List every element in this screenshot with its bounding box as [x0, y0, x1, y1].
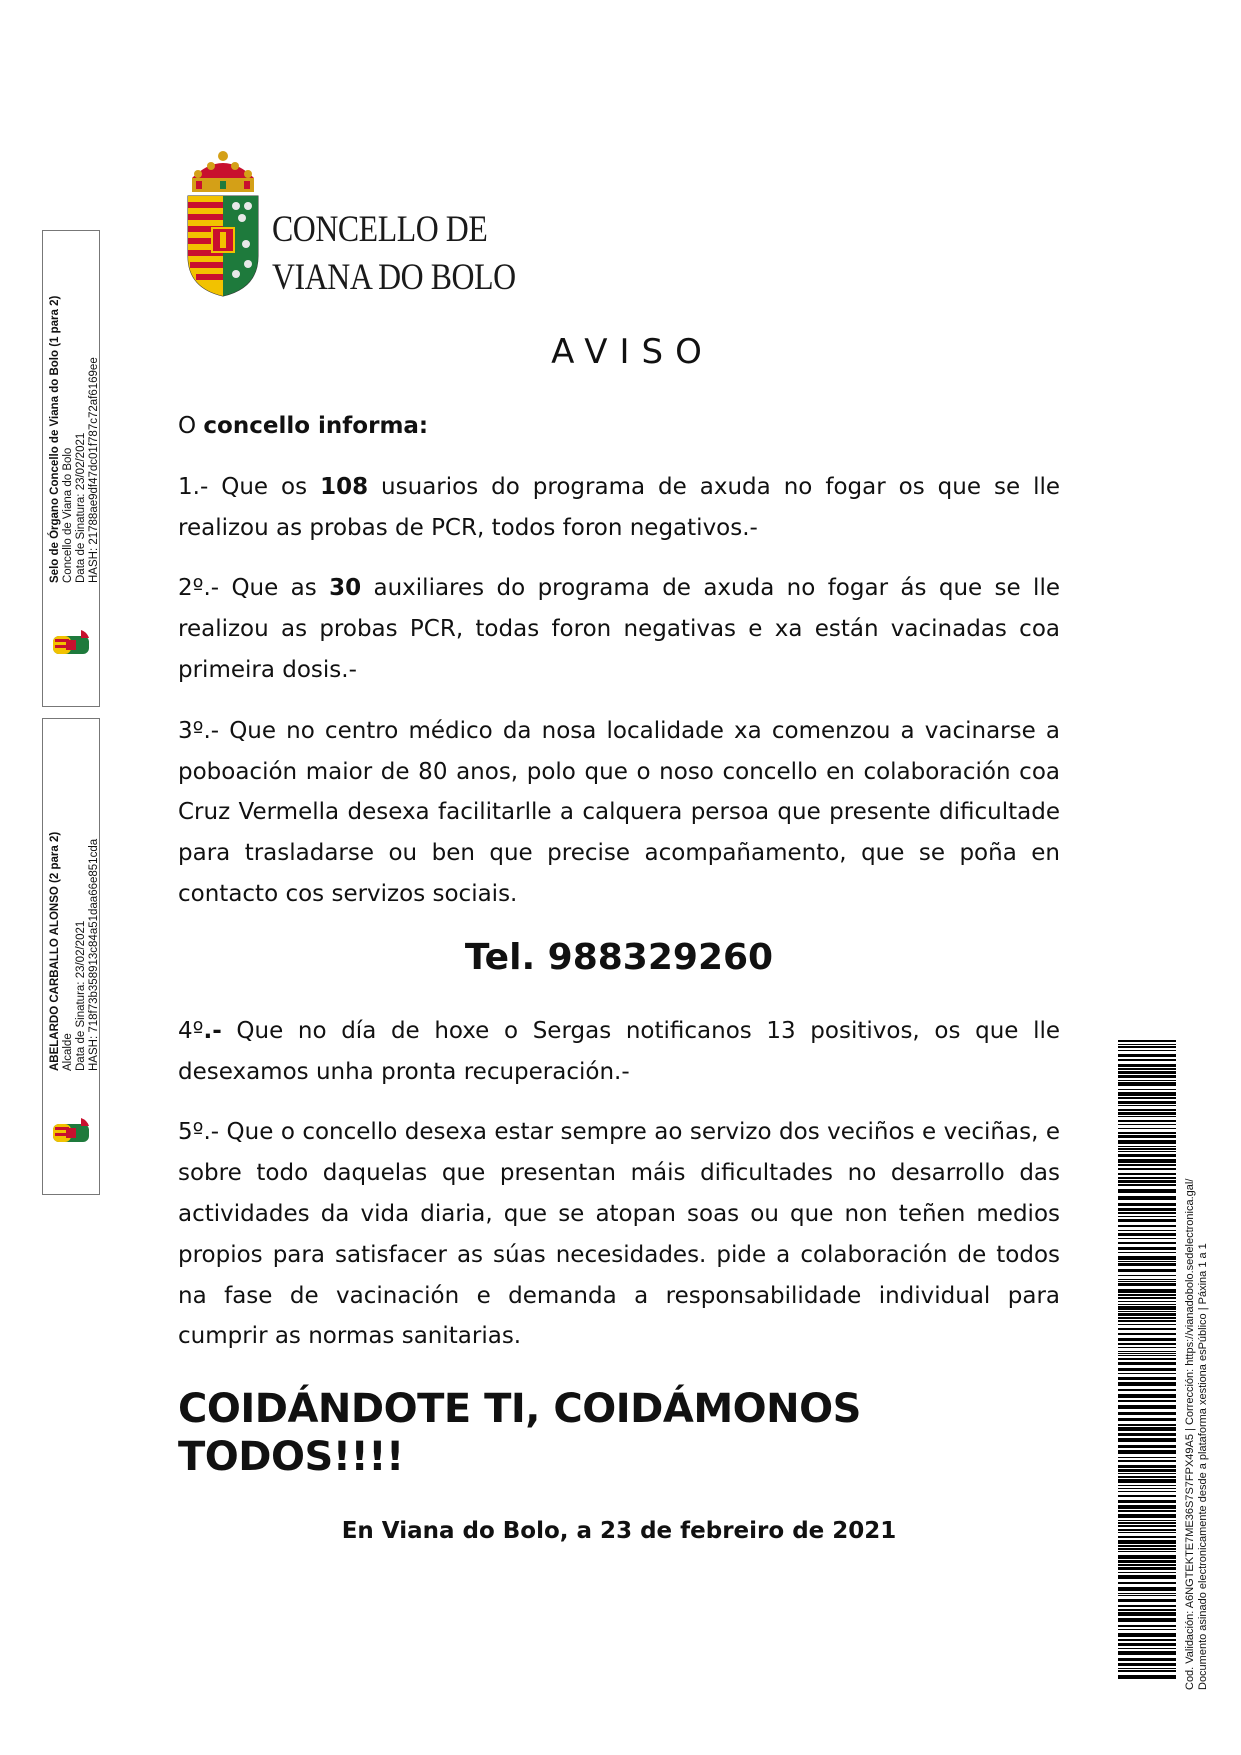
barcode-bar: [1118, 1159, 1176, 1163]
barcode-bar: [1118, 1599, 1176, 1602]
signature-1-title: Selo de Órgano Concello de Viana do Bolo (1 para 2): [49, 295, 61, 583]
barcode-bar: [1118, 1540, 1176, 1544]
barcode-bar: [1118, 1040, 1176, 1042]
signature-box-2: [42, 718, 100, 1195]
barcode-bar: [1118, 1324, 1176, 1325]
barcode-bar: [1118, 1306, 1176, 1310]
barcode-bar: [1118, 1612, 1176, 1616]
barcode-bar: [1118, 1233, 1176, 1236]
barcode-bar: [1118, 1168, 1176, 1170]
barcode-bar: [1118, 1525, 1176, 1527]
barcode-bar: [1118, 1261, 1176, 1262]
barcode-bar: [1118, 1427, 1176, 1431]
barcode-bar: [1118, 1116, 1176, 1117]
barcode-bar: [1118, 1382, 1176, 1386]
barcode-bar: [1118, 1164, 1176, 1166]
barcode-bar: [1118, 1105, 1176, 1106]
barcode-bar: [1118, 1080, 1176, 1081]
barcode-bar: [1118, 1476, 1176, 1478]
barcode-bar: [1118, 1304, 1176, 1305]
barcode-bar: [1118, 1154, 1176, 1157]
barcode-bar: [1118, 1358, 1176, 1360]
barcode-bar: [1118, 1593, 1176, 1594]
barcode-bar: [1118, 1595, 1176, 1596]
barcode-bar: [1118, 1075, 1176, 1078]
barcode-bar: [1118, 1450, 1176, 1454]
barcode-bar: [1118, 1532, 1176, 1533]
barcode-bar: [1118, 1054, 1176, 1057]
barcode-bar: [1118, 1536, 1176, 1538]
barcode-bar: [1118, 1132, 1176, 1134]
barcode-bar: [1118, 1225, 1176, 1227]
notice-body: [178, 406, 1060, 1552]
paragraph-3: 3º.- Que no centro médico da nosa localidade xa comenzou a vacinarse a poboación maior de 80 anos, polo que o noso concello en colaboración coa Cruz Vermella desexa facilitarlle a calquera persoa que presente dificultade para trasladarse ou ben que precise acompañamento, que se poña en contacto cos servizos sociais.: [178, 717, 1060, 907]
p2-a: 2º.- Que as: [178, 575, 330, 602]
barcode-bar: [1118, 1196, 1176, 1200]
barcode-bar: [1118, 1405, 1176, 1409]
barcode-bar: [1118, 1320, 1176, 1322]
barcode-bar: [1118, 1092, 1176, 1096]
barcode-bar: [1118, 1128, 1176, 1129]
barcode-bar: [1118, 1135, 1176, 1138]
barcode-bar: [1118, 1146, 1176, 1147]
barcode-bar: [1118, 1097, 1176, 1099]
barcode-bar: [1118, 1311, 1176, 1312]
barcode-bar: [1118, 1333, 1176, 1335]
barcode-bar: [1118, 1252, 1176, 1253]
barcode-bar: [1118, 1505, 1176, 1509]
organization-name: [272, 206, 516, 302]
intro-bold: concello informa:: [203, 413, 429, 439]
barcode-bar: [1118, 1418, 1176, 1421]
barcode-bar: [1118, 1514, 1176, 1518]
signature-2-title: ABELARDO CARBALLO ALONSO (2 para 2): [49, 831, 61, 1071]
intro-prefix: O: [178, 413, 204, 439]
signature-2-hash: HASH: 718f73b358913c84a51daa66e851cda: [88, 838, 100, 1071]
barcode-bar: [1118, 1639, 1176, 1641]
barcode-bar: [1118, 1473, 1176, 1474]
p2-c: auxiliares do programa de axuda no fogar ás que se lle realizou as probas PCR, todas foron negativas e xa están vacinadas coa primeira dosis.-: [178, 575, 1060, 683]
barcode-bar: [1118, 1124, 1176, 1125]
p1-c: usuarios do programa de axuda no fogar os que se lle realizou as probas de PCR, todos foron negativos.-: [178, 473, 1061, 541]
barcode-bar: [1118, 1629, 1176, 1630]
barcode-bar: [1118, 1355, 1176, 1356]
barcode-bar: [1118, 1394, 1176, 1398]
barcode-bar: [1118, 1089, 1176, 1090]
barcode-bar: [1118, 1633, 1176, 1637]
barcode-bar: [1118, 1219, 1176, 1222]
barcode-bar: [1118, 1545, 1176, 1547]
barcode-bar: [1118, 1177, 1176, 1179]
barcode-bar: [1118, 1609, 1176, 1611]
barcode-bar: [1118, 1151, 1176, 1152]
barcode-bar: [1118, 1445, 1176, 1448]
barcode-bar: [1118, 1433, 1176, 1436]
signature-1-date: Data de Sinatura: 23/02/2021: [75, 432, 87, 583]
barcode-bar: [1118, 1500, 1176, 1503]
barcode-bar: [1118, 1044, 1176, 1045]
barcode-bar: [1118, 1582, 1176, 1584]
barcode-bar: [1118, 1112, 1176, 1115]
barcode-bar: [1118, 1173, 1176, 1175]
barcode-bar: [1118, 1564, 1176, 1566]
signature-1-text: [49, 296, 101, 583]
coat-of-arms-logo: [184, 148, 262, 298]
barcode-bar: [1118, 1605, 1176, 1607]
signature-1-hash: HASH: 21788ae9df47dc01f787c72af6169ee: [88, 357, 100, 583]
barcode-bar: [1118, 1479, 1176, 1483]
org-line-2: VIANA DO BOLO: [272, 257, 516, 298]
phone-number: Tel. 988329260: [464, 936, 774, 978]
barcode-bar: [1118, 1109, 1176, 1111]
date-line: En Viana do Bolo, a 23 de febreiro de 2021: [341, 1518, 897, 1545]
barcode-bar: [1118, 1522, 1176, 1524]
barcode-bar: [1118, 1389, 1176, 1391]
barcode-bar: [1118, 1575, 1176, 1579]
barcode-bar: [1118, 1643, 1176, 1646]
p1-a: 1.- Que os: [178, 473, 321, 500]
barcode-bar: [1118, 1400, 1176, 1402]
barcode-bar: [1118, 1469, 1176, 1472]
barcode-bar: [1118, 1670, 1176, 1672]
notice-title: AVISO: [551, 332, 714, 372]
barcode-bar: [1118, 1377, 1176, 1380]
barcode-bar: [1118, 1529, 1176, 1531]
barcode-bar: [1118, 1658, 1176, 1661]
barcode-bar: [1118, 1485, 1176, 1486]
barcode-bar: [1118, 1256, 1176, 1260]
barcode-bar: [1118, 1313, 1176, 1316]
barcode-bar: [1118, 1212, 1176, 1214]
barcode-bar: [1118, 1587, 1176, 1591]
barcode-bar: [1118, 1046, 1176, 1048]
barcode-bar: [1118, 1668, 1176, 1669]
barcode-bar: [1118, 1230, 1176, 1231]
barcode-bar: [1118, 1353, 1176, 1354]
slogan: COIDÁNDOTE TI, COIDÁMONOS TODOS!!!!: [178, 1386, 861, 1481]
barcode-bar: [1118, 1648, 1176, 1649]
barcode-bar: [1118, 1242, 1176, 1244]
barcode-bar: [1118, 1567, 1176, 1570]
barcode-bar: [1118, 1618, 1176, 1622]
barcode-bar: [1118, 1180, 1176, 1183]
barcode-bar: [1118, 1064, 1176, 1067]
barcode-bar: [1118, 1520, 1176, 1521]
barcode-bar: [1118, 1216, 1176, 1217]
barcode-bar: [1118, 1294, 1176, 1296]
signature-2-text: [49, 832, 101, 1071]
validation-line-1: Cod. Validación: A6NGTEKTE7ME36S7S7FPX49A5 | Corrección: https://vianadobolo.sedelectronica.gal/: [1184, 1178, 1196, 1690]
p4-a: 4º: [178, 1017, 204, 1044]
barcode-bar: [1118, 1343, 1176, 1345]
barcode-bar: [1118, 1281, 1176, 1282]
barcode-bar: [1118, 1050, 1176, 1051]
barcode-bar: [1118, 1263, 1176, 1266]
barcode-bar: [1118, 1301, 1176, 1302]
barcode-bar: [1118, 1373, 1176, 1374]
barcode-bar: [1118, 1438, 1176, 1442]
barcode-bar: [1118, 1068, 1176, 1070]
signature-1-org: Concello de Viana do Bolo: [62, 447, 74, 583]
barcode-bar: [1118, 1651, 1176, 1655]
barcode-bar: [1118, 1082, 1176, 1086]
paragraph-4: [178, 1011, 1060, 1093]
barcode-bar: [1118, 1289, 1176, 1293]
barcode-bar: [1118, 1412, 1176, 1415]
barcode-bar: [1118, 1275, 1176, 1276]
signature-2-role: Alcalde: [62, 1033, 74, 1071]
seal-icon: [51, 626, 91, 662]
validation-line-2: Documento asinado electronicamente desde a plataforma xestiona esPúblico | Páxina 1 a 1: [1197, 1243, 1209, 1690]
barcode-bar: [1118, 1457, 1176, 1458]
barcode-bar: [1118, 1465, 1176, 1468]
barcode-bar: [1118, 1059, 1176, 1061]
barcode-bar: [1118, 1368, 1176, 1371]
barcode-bar: [1118, 1555, 1176, 1559]
paragraph-1: [178, 467, 1060, 549]
barcode-bar: [1118, 1495, 1176, 1497]
barcode-bar: [1118, 1572, 1176, 1573]
paragraph-5: 5º.- Que o concello desexa estar sempre ao servizo dos veciños e veciñas, e sobre todo daquelas que presentan máis dificultades no desarrollo das actividades da vida diaria, que se atopan soas ou que non teñen medios propios para satisfacer as súas necesidades. pide a colaboración de todos na fase de vacinación e demanda a responsabilidade individual para cumprir as normas sanitarias.: [178, 1119, 1060, 1350]
barcode-bar: [1118, 1362, 1176, 1365]
p1-count: 108: [320, 473, 369, 500]
p4-c: Que no día de hoxe o Sergas notificanos 13 positivos, os que lle desexamos unha pronta recuperación.-: [178, 1017, 1060, 1085]
barcode-bar: [1118, 1120, 1176, 1122]
p4-b: .-: [203, 1017, 222, 1044]
barcode-bar: [1118, 1424, 1176, 1426]
barcode-bar: [1118, 1189, 1176, 1193]
barcode-bar: [1118, 1551, 1176, 1552]
barcode-bar: [1118, 1101, 1176, 1104]
barcode-bar: [1118, 1203, 1176, 1206]
barcode-bar: [1118, 1491, 1176, 1492]
barcode-bar: [1118, 1460, 1176, 1462]
seal-icon: [51, 1114, 91, 1150]
p2-count: 30: [329, 575, 362, 602]
barcode-bar: [1118, 1347, 1176, 1348]
signature-2-date: Data de Sinatura: 23/02/2021: [75, 920, 87, 1071]
barcode-bar: [1118, 1297, 1176, 1299]
barcode-bar: [1118, 1675, 1176, 1679]
barcode-bar: [1118, 1140, 1176, 1144]
barcode-bar: [1118, 1184, 1176, 1186]
validation-barcode: [1118, 1040, 1176, 1680]
barcode-bar: [1118, 1351, 1176, 1352]
barcode-bar: [1118, 1488, 1176, 1489]
signature-box-1: [42, 230, 100, 707]
barcode-bar: [1118, 1269, 1176, 1272]
barcode-bar: [1118, 1317, 1176, 1319]
barcode-bar: [1118, 1510, 1176, 1512]
barcode-bar: [1118, 1071, 1176, 1074]
barcode-bar: [1118, 1279, 1176, 1280]
barcode-bar: [1118, 1208, 1176, 1211]
barcode-bar: [1118, 1560, 1176, 1563]
intro-paragraph: [178, 406, 1060, 447]
barcode-bar: [1118, 1663, 1176, 1666]
org-line-1: CONCELLO DE: [272, 209, 488, 250]
barcode-bar: [1118, 1148, 1176, 1150]
barcode-bar: [1118, 1338, 1176, 1341]
barcode-bar: [1118, 1283, 1176, 1286]
validation-text: [1184, 1179, 1210, 1690]
barcode-bar: [1118, 1548, 1176, 1550]
barcode-bar: [1118, 1328, 1176, 1330]
barcode-bar: [1118, 1238, 1176, 1239]
barcode-bar: [1118, 1625, 1176, 1627]
paragraph-2: [178, 568, 1060, 690]
barcode-bar: [1118, 1247, 1176, 1250]
